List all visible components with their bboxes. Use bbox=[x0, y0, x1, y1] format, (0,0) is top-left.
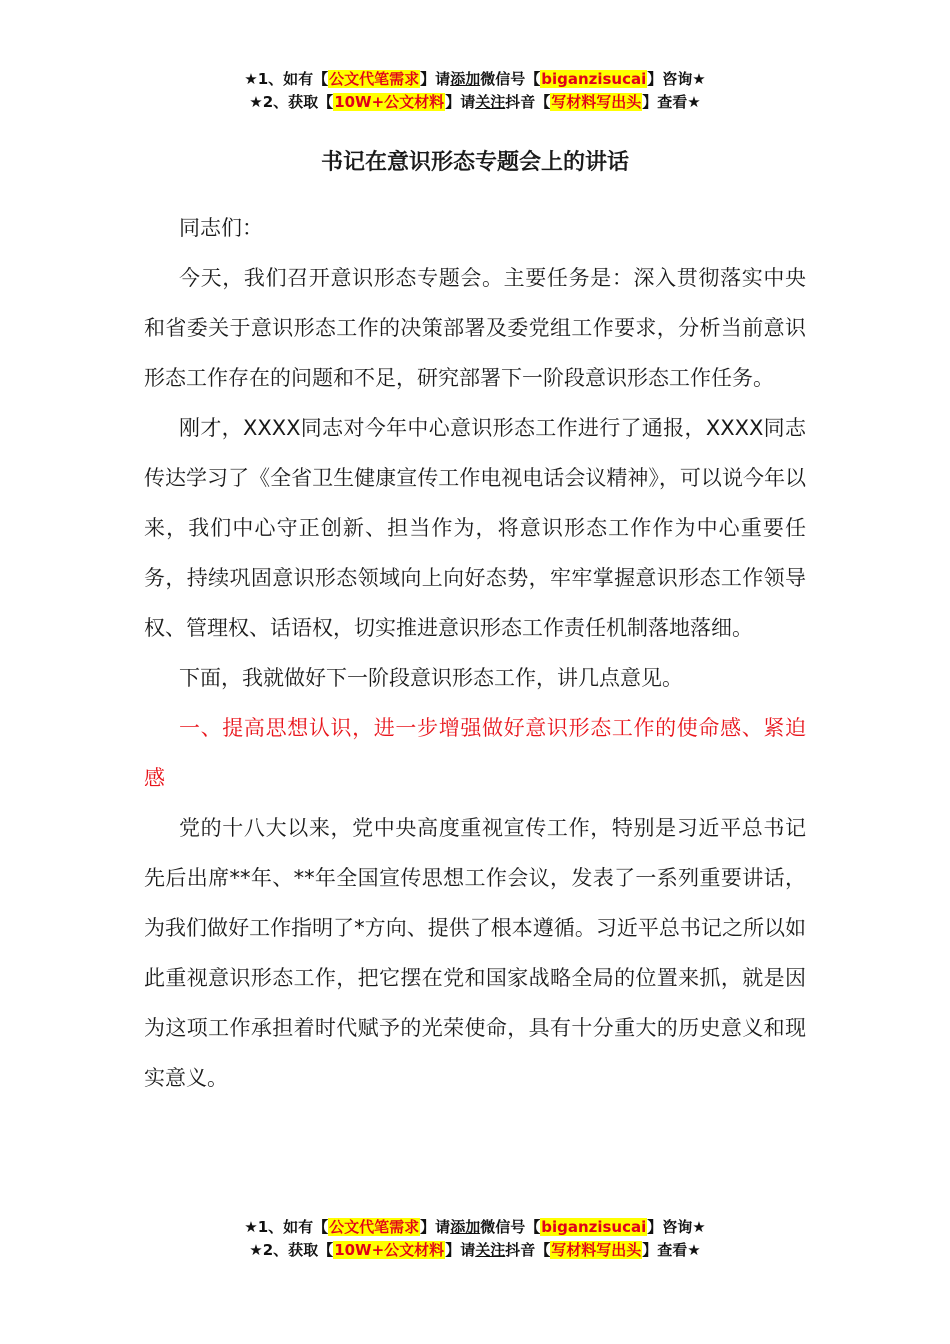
promo-line-2: ★2、获取【10W+公文材料】请关注抖音【写材料写出头】查看★ bbox=[249, 93, 701, 111]
promo-line-1: ★1、如有【公文代笔需求】请添加微信号【biganzisucai】咨询★ bbox=[244, 70, 706, 88]
salutation: 同志们： bbox=[179, 216, 263, 240]
paragraph: 刚才，XXXX同志对今年中心意识形态工作进行了通报，XXXX同志传达学习了《全省卫生健康宣传工作电视电话会议精神》，可以说今年以来，我们中心守正创新、担当作为，将意识形态工作作为中心重要任务，持续巩固意识形态领域向上向好态势，牢牢掌握意识形态工作领导权、管理权、话语权，切实推进意识形态工作责任机制落地落细。 bbox=[144, 416, 806, 640]
paragraph: 党的十八大以来，党中央高度重视宣传工作，特别是习近平总书记先后出席**年、**年全国宣传思想工作会议，发表了一系列重要讲话，为我们做好工作指明了*方向、提供了根本遵循。习近平总书记之所以如此重视意识形态工作，把它摆在党和国家战略全局的位置来抓，就是因为这项工作承担着时代赋予的光荣使命，具有十分重大的历史意义和现实意义。 bbox=[144, 816, 806, 1090]
douyin-account: 写材料写出头 bbox=[551, 1241, 642, 1259]
promo-line-2: ★2、获取【10W+公文材料】请关注抖音【写材料写出头】查看★ bbox=[249, 1241, 701, 1259]
promo-highlight: 公文代笔需求 bbox=[329, 1218, 420, 1236]
document-body bbox=[144, 203, 806, 1103]
top-promo-banner bbox=[0, 68, 950, 114]
document-title: 书记在意识形态专题会上的讲话 bbox=[320, 150, 629, 175]
wechat-id: biganzisucai bbox=[541, 70, 647, 88]
promo-highlight: 10W+公文材料 bbox=[334, 1241, 445, 1259]
section-heading: 一、提高思想认识，进一步增强做好意识形态工作的使命感、紧迫感 bbox=[144, 716, 806, 790]
wechat-id: biganzisucai bbox=[541, 1218, 647, 1236]
bottom-promo-banner bbox=[0, 1216, 950, 1262]
promo-highlight: 公文代笔需求 bbox=[329, 70, 420, 88]
paragraph: 今天，我们召开意识形态专题会。主要任务是：深入贯彻落实中央和省委关于意识形态工作的决策部署及委党组工作要求，分析当前意识形态工作存在的问题和不足，研究部署下一阶段意识形态工作任务。 bbox=[144, 266, 806, 390]
promo-highlight: 10W+公文材料 bbox=[334, 93, 445, 111]
promo-line-1: ★1、如有【公文代笔需求】请添加微信号【biganzisucai】咨询★ bbox=[244, 1218, 706, 1236]
douyin-account: 写材料写出头 bbox=[551, 93, 642, 111]
paragraph: 下面，我就做好下一阶段意识形态工作，讲几点意见。 bbox=[179, 666, 683, 690]
